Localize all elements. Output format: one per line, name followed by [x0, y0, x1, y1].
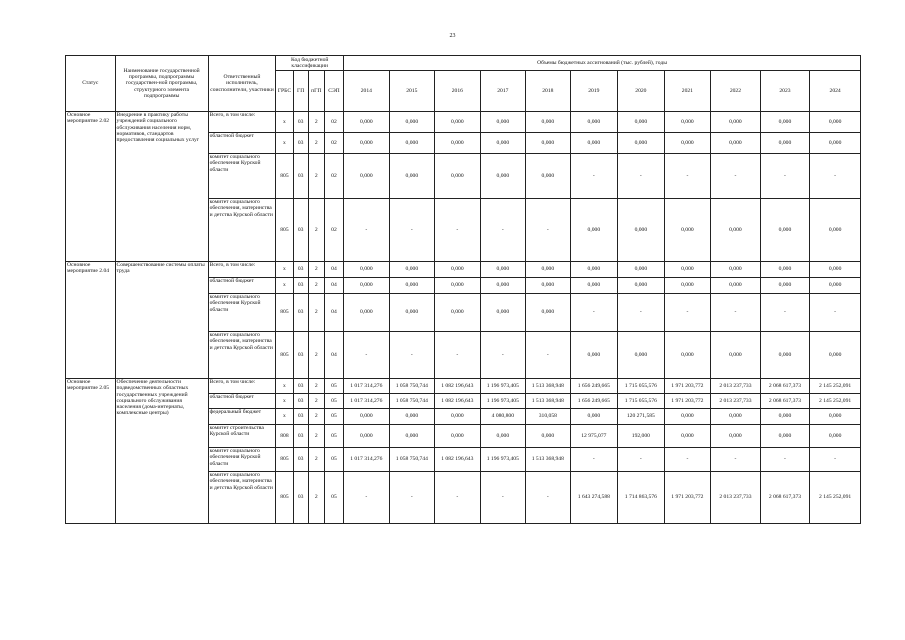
value-cell: -: [810, 154, 861, 199]
value-cell: 0,000: [664, 332, 711, 379]
value-cell: 0,000: [480, 262, 526, 278]
value-cell: 0,000: [664, 278, 711, 294]
value-cell: -: [389, 472, 435, 524]
section-status: Основное мероприятие 2.04: [66, 262, 116, 379]
value-cell: -: [480, 199, 526, 262]
value-cell: 0,000: [526, 278, 571, 294]
value-cell: 0,000: [810, 112, 861, 133]
value-cell: 0,000: [435, 133, 481, 154]
code-cell: 2: [308, 199, 324, 262]
value-cell: -: [711, 154, 761, 199]
code-cell: 02: [324, 112, 343, 133]
value-cell: 0,000: [810, 278, 861, 294]
value-cell: 0,000: [344, 154, 390, 199]
value-cell: 2 013 237,733: [711, 394, 761, 409]
row-label: областной бюджет: [208, 133, 276, 154]
header-code-col: ГРБС: [276, 71, 293, 112]
value-cell: 0,000: [526, 112, 571, 133]
header-year: 2017: [480, 71, 526, 112]
code-cell: 03: [293, 112, 308, 133]
header-year: 2022: [711, 71, 761, 112]
value-cell: 1 715 055,576: [618, 394, 665, 409]
table-row: [66, 262, 861, 278]
value-cell: 0,000: [711, 133, 761, 154]
value-cell: -: [570, 294, 618, 332]
code-cell: х: [276, 379, 293, 394]
code-cell: х: [276, 262, 293, 278]
value-cell: -: [618, 448, 665, 472]
value-cell: 0,000: [435, 294, 481, 332]
value-cell: 0,000: [618, 112, 665, 133]
value-cell: -: [344, 332, 390, 379]
value-cell: 2 068 617,373: [760, 379, 810, 394]
value-cell: 0,000: [810, 409, 861, 425]
section-name: Внедрение в практику работы учреждений социального обслуживания населения норм, нормативов, стандартов предоставления социальных услуг: [115, 112, 208, 262]
header-code-col: ГП: [293, 71, 308, 112]
value-cell: 0,000: [480, 294, 526, 332]
code-cell: 2: [308, 394, 324, 409]
value-cell: 0,000: [389, 154, 435, 199]
value-cell: -: [711, 448, 761, 472]
value-cell: 0,000: [711, 332, 761, 379]
code-cell: 808: [276, 425, 293, 448]
value-cell: -: [618, 294, 665, 332]
code-cell: 02: [324, 133, 343, 154]
value-cell: 0,000: [810, 425, 861, 448]
value-cell: 1 082 196,643: [435, 448, 481, 472]
row-label: комитет строительства Курской области: [208, 425, 276, 448]
value-cell: -: [760, 294, 810, 332]
value-cell: 1 656 249,665: [570, 394, 618, 409]
value-cell: 0,000: [810, 199, 861, 262]
header-status: Статус: [66, 56, 116, 112]
value-cell: 1 196 973,405: [480, 394, 526, 409]
section-status: Основное мероприятие 2.05: [66, 379, 116, 524]
code-cell: 05: [324, 425, 343, 448]
code-cell: 805: [276, 448, 293, 472]
header-year: 2020: [618, 71, 665, 112]
code-cell: 2: [308, 379, 324, 394]
code-cell: 03: [293, 448, 308, 472]
value-cell: -: [618, 154, 665, 199]
code-cell: 03: [293, 133, 308, 154]
code-cell: 2: [308, 133, 324, 154]
value-cell: 0,000: [480, 278, 526, 294]
value-cell: 0,000: [389, 278, 435, 294]
value-cell: -: [810, 448, 861, 472]
budget-table: [65, 55, 861, 524]
value-cell: 1 513 368,948: [526, 379, 571, 394]
page-number: 23: [449, 33, 456, 39]
value-cell: 0,000: [760, 409, 810, 425]
value-cell: 0,000: [711, 199, 761, 262]
value-cell: 2 145 252,091: [810, 472, 861, 524]
value-cell: 1 971 203,772: [664, 472, 711, 524]
value-cell: 120 271,585: [618, 409, 665, 425]
code-cell: 805: [276, 154, 293, 199]
row-label: областной бюджет: [208, 394, 276, 409]
row-label: федеральный бюджет: [208, 409, 276, 425]
value-cell: -: [435, 472, 481, 524]
code-cell: 02: [324, 199, 343, 262]
code-cell: 05: [324, 409, 343, 425]
row-label: Всего, в том числе:: [208, 379, 276, 394]
value-cell: -: [664, 448, 711, 472]
value-cell: 2 013 237,733: [711, 472, 761, 524]
value-cell: -: [664, 154, 711, 199]
header-year: 2018: [526, 71, 571, 112]
value-cell: 1 082 196,643: [435, 379, 481, 394]
code-cell: 2: [308, 472, 324, 524]
value-cell: 1 017 314,276: [344, 379, 390, 394]
value-cell: 0,000: [480, 112, 526, 133]
value-cell: 0,000: [435, 278, 481, 294]
value-cell: -: [389, 199, 435, 262]
value-cell: 1 017 314,276: [344, 448, 390, 472]
value-cell: 1 715 055,576: [618, 379, 665, 394]
row-label: комитет социального обеспечения Курской области: [208, 154, 276, 199]
value-cell: -: [526, 199, 571, 262]
value-cell: 0,000: [526, 294, 571, 332]
value-cell: 0,000: [760, 332, 810, 379]
header-year: 2023: [760, 71, 810, 112]
value-cell: 0,000: [810, 133, 861, 154]
value-cell: 0,000: [435, 409, 481, 425]
value-cell: 0,000: [389, 409, 435, 425]
value-cell: 1 082 196,643: [435, 394, 481, 409]
code-cell: 03: [293, 379, 308, 394]
value-cell: 2 145 252,091: [810, 379, 861, 394]
value-cell: -: [526, 472, 571, 524]
header-volumes: Объемы бюджетных ассигнований (тыс. рублей), годы: [344, 56, 861, 71]
value-cell: -: [389, 332, 435, 379]
value-cell: -: [711, 294, 761, 332]
value-cell: 0,000: [810, 332, 861, 379]
code-cell: х: [276, 409, 293, 425]
code-cell: 2: [308, 278, 324, 294]
value-cell: 2 013 237,733: [711, 379, 761, 394]
value-cell: 0,000: [389, 112, 435, 133]
value-cell: 2 145 252,091: [810, 394, 861, 409]
value-cell: 1 971 203,772: [664, 379, 711, 394]
value-cell: 0,000: [570, 332, 618, 379]
value-cell: 0,000: [526, 425, 571, 448]
value-cell: 1 058 750,744: [389, 394, 435, 409]
value-cell: -: [664, 294, 711, 332]
value-cell: 0,000: [344, 133, 390, 154]
value-cell: 0,000: [344, 425, 390, 448]
value-cell: 0,000: [618, 133, 665, 154]
code-cell: 03: [293, 394, 308, 409]
header-code-col: пГП: [308, 71, 324, 112]
value-cell: 0,000: [711, 278, 761, 294]
code-cell: 805: [276, 332, 293, 379]
code-cell: х: [276, 112, 293, 133]
code-cell: 2: [308, 409, 324, 425]
value-cell: 0,000: [435, 154, 481, 199]
header-year: 2016: [435, 71, 481, 112]
header-program-name: Наименование государственной программы, подпрограммы государствен-ной программы, структурного элемента подпрограммы: [115, 56, 208, 112]
value-cell: 0,000: [711, 409, 761, 425]
header-budget-code: Код бюджетной классификации: [276, 56, 344, 71]
value-cell: 0,000: [526, 262, 571, 278]
value-cell: -: [760, 154, 810, 199]
code-cell: х: [276, 394, 293, 409]
row-label: комитет социального обеспечения, материнства и детства Курской области: [208, 332, 276, 379]
code-cell: 805: [276, 472, 293, 524]
code-cell: 05: [324, 472, 343, 524]
value-cell: 0,000: [435, 425, 481, 448]
code-cell: 805: [276, 199, 293, 262]
value-cell: -: [344, 199, 390, 262]
value-cell: 0,000: [389, 133, 435, 154]
code-cell: х: [276, 133, 293, 154]
value-cell: 0,000: [344, 278, 390, 294]
value-cell: 0,000: [480, 133, 526, 154]
value-cell: 1 643 274,588: [570, 472, 618, 524]
value-cell: 2 068 617,373: [760, 394, 810, 409]
value-cell: 0,000: [664, 199, 711, 262]
code-cell: 02: [324, 154, 343, 199]
value-cell: -: [435, 199, 481, 262]
table-header: [66, 56, 861, 112]
value-cell: 2 068 617,373: [760, 472, 810, 524]
value-cell: 1 971 203,772: [664, 394, 711, 409]
value-cell: 0,000: [711, 262, 761, 278]
code-cell: 04: [324, 278, 343, 294]
code-cell: 05: [324, 394, 343, 409]
value-cell: 0,000: [711, 112, 761, 133]
table-row: [66, 379, 861, 394]
value-cell: 0,000: [664, 425, 711, 448]
value-cell: -: [760, 448, 810, 472]
value-cell: 0,000: [344, 409, 390, 425]
value-cell: -: [526, 332, 571, 379]
value-cell: 0,000: [664, 409, 711, 425]
value-cell: 0,000: [760, 133, 810, 154]
value-cell: -: [570, 154, 618, 199]
value-cell: 0,000: [618, 262, 665, 278]
section-name: Совершенствование системы оплаты труда: [115, 262, 208, 379]
header-executor: Ответственный исполнитель, соисполнители, участники: [208, 56, 276, 112]
row-label: Всего, в том числе:: [208, 262, 276, 278]
value-cell: 192,000: [618, 425, 665, 448]
code-cell: 04: [324, 294, 343, 332]
value-cell: 1 196 973,405: [480, 379, 526, 394]
value-cell: -: [344, 472, 390, 524]
value-cell: 0,000: [760, 199, 810, 262]
section-name: Обеспечение деятельности подведомственных областных государственных учреждений социального обслуживания населения (дома-интернаты, комплексные центры): [115, 379, 208, 524]
code-cell: 03: [293, 199, 308, 262]
code-cell: 04: [324, 262, 343, 278]
code-cell: 03: [293, 294, 308, 332]
value-cell: 0,000: [435, 262, 481, 278]
code-cell: 05: [324, 379, 343, 394]
value-cell: 0,000: [570, 262, 618, 278]
value-cell: 1 513 368,948: [526, 394, 571, 409]
value-cell: 310,058: [526, 409, 571, 425]
header-year: 2021: [664, 71, 711, 112]
value-cell: 0,000: [389, 262, 435, 278]
row-label: комитет социального обеспечения Курской области: [208, 294, 276, 332]
code-cell: 2: [308, 154, 324, 199]
value-cell: 1 058 750,744: [389, 379, 435, 394]
value-cell: 0,000: [618, 332, 665, 379]
value-cell: 0,000: [344, 262, 390, 278]
value-cell: 4 080,800: [480, 409, 526, 425]
code-cell: 03: [293, 278, 308, 294]
code-cell: 2: [308, 262, 324, 278]
row-label: Всего, в том числе:: [208, 112, 276, 133]
value-cell: 1 656 249,665: [570, 379, 618, 394]
value-cell: 0,000: [344, 294, 390, 332]
value-cell: 0,000: [570, 278, 618, 294]
value-cell: 0,000: [526, 133, 571, 154]
value-cell: -: [480, 332, 526, 379]
row-label: комитет социального обеспечения, материнства и детства Курской области: [208, 199, 276, 262]
code-cell: 03: [293, 472, 308, 524]
code-cell: 05: [324, 448, 343, 472]
value-cell: 1 714 863,576: [618, 472, 665, 524]
code-cell: 03: [293, 154, 308, 199]
value-cell: 0,000: [570, 409, 618, 425]
row-label: областной бюджет: [208, 278, 276, 294]
value-cell: -: [810, 294, 861, 332]
code-cell: 2: [308, 332, 324, 379]
value-cell: 0,000: [760, 425, 810, 448]
value-cell: 0,000: [480, 154, 526, 199]
value-cell: 0,000: [435, 112, 481, 133]
header-code-col: СЭП: [324, 71, 343, 112]
row-label: комитет социального обеспечения, материнства и детства Курской области: [208, 472, 276, 524]
table-row: [66, 112, 861, 133]
value-cell: 0,000: [664, 112, 711, 133]
value-cell: 0,000: [480, 425, 526, 448]
code-cell: 2: [308, 448, 324, 472]
value-cell: -: [480, 472, 526, 524]
row-label: комитет социального обеспечения Курской области: [208, 448, 276, 472]
code-cell: х: [276, 278, 293, 294]
value-cell: 0,000: [760, 262, 810, 278]
value-cell: 1 196 973,405: [480, 448, 526, 472]
header-year: 2014: [344, 71, 390, 112]
code-cell: 805: [276, 294, 293, 332]
value-cell: 0,000: [570, 133, 618, 154]
code-cell: 2: [308, 112, 324, 133]
value-cell: 1 058 750,744: [389, 448, 435, 472]
value-cell: 1 513 368,948: [526, 448, 571, 472]
value-cell: 0,000: [389, 294, 435, 332]
value-cell: 0,000: [760, 278, 810, 294]
code-cell: 03: [293, 332, 308, 379]
header-year: 2019: [570, 71, 618, 112]
value-cell: -: [570, 448, 618, 472]
value-cell: 0,000: [760, 112, 810, 133]
code-cell: 04: [324, 332, 343, 379]
value-cell: -: [435, 332, 481, 379]
value-cell: 12 975,077: [570, 425, 618, 448]
value-cell: 0,000: [570, 199, 618, 262]
header-year: 2024: [810, 71, 861, 112]
value-cell: 1 017 314,276: [344, 394, 390, 409]
code-cell: 03: [293, 409, 308, 425]
value-cell: 0,000: [664, 133, 711, 154]
value-cell: 0,000: [344, 112, 390, 133]
value-cell: 0,000: [618, 278, 665, 294]
value-cell: 0,000: [711, 425, 761, 448]
value-cell: 0,000: [664, 262, 711, 278]
section-status: Основное мероприятие 2.02: [66, 112, 116, 262]
code-cell: 2: [308, 294, 324, 332]
value-cell: 0,000: [618, 199, 665, 262]
value-cell: 0,000: [570, 112, 618, 133]
value-cell: 0,000: [810, 262, 861, 278]
value-cell: 0,000: [389, 425, 435, 448]
code-cell: 2: [308, 425, 324, 448]
value-cell: 0,000: [526, 154, 571, 199]
code-cell: 03: [293, 262, 308, 278]
code-cell: 03: [293, 425, 308, 448]
header-year: 2015: [389, 71, 435, 112]
